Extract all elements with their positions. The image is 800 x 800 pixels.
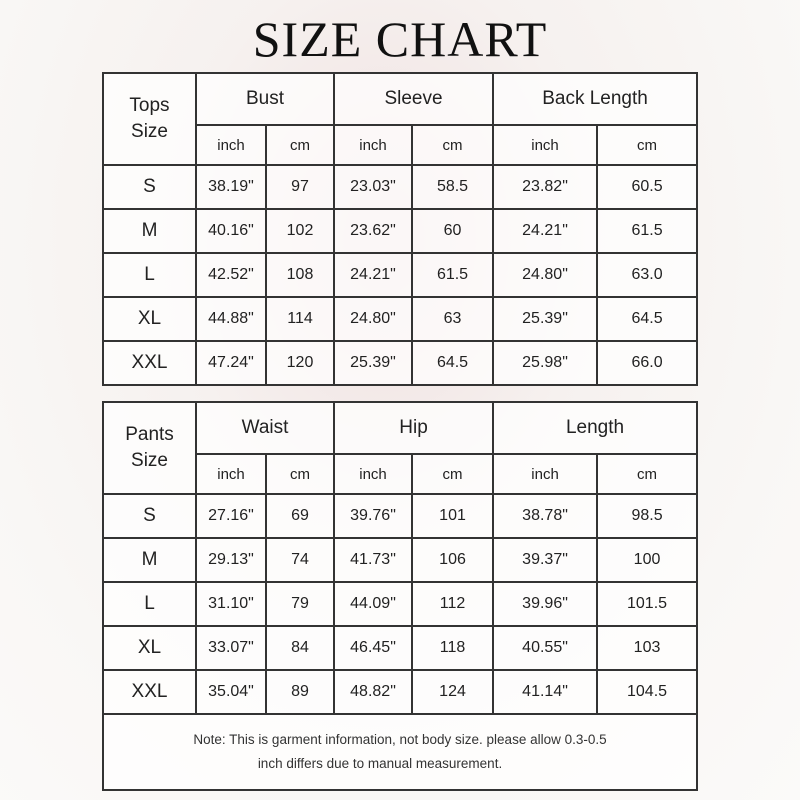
size-label: XXL — [103, 341, 196, 385]
measurement-cell: 61.5 — [412, 253, 493, 297]
measurement-cell: 27.16" — [196, 494, 266, 538]
measurement-cell: 39.96" — [493, 582, 597, 626]
measurement-cell: 23.62" — [334, 209, 412, 253]
measurement-cell: 24.21" — [493, 209, 597, 253]
measurement-cell: 114 — [266, 297, 334, 341]
measurement-cell: 60 — [412, 209, 493, 253]
measurement-cell: 40.16" — [196, 209, 266, 253]
table-row — [103, 209, 697, 253]
measurement-group-header: Bust — [196, 73, 334, 125]
pants-size-table — [102, 401, 698, 791]
group-header-row — [103, 73, 697, 125]
measurement-cell: 31.10" — [196, 582, 266, 626]
size-label: M — [103, 538, 196, 582]
measurement-cell: 84 — [266, 626, 334, 670]
measurement-cell: 63.0 — [597, 253, 697, 297]
measurement-cell: 98.5 — [597, 494, 697, 538]
measurement-cell: 48.82" — [334, 670, 412, 714]
measurement-cell: 42.52" — [196, 253, 266, 297]
measurement-cell: 58.5 — [412, 165, 493, 209]
measurement-cell: 60.5 — [597, 165, 697, 209]
table-row — [103, 582, 697, 626]
unit-header: inch — [334, 125, 412, 165]
unit-header: cm — [412, 125, 493, 165]
measurement-cell: 35.04" — [196, 670, 266, 714]
size-label: S — [103, 165, 196, 209]
measurement-cell: 40.55" — [493, 626, 597, 670]
table-row — [103, 297, 697, 341]
table-row — [103, 538, 697, 582]
table-row — [103, 494, 697, 538]
measurement-cell: 46.45" — [334, 626, 412, 670]
unit-header: cm — [597, 125, 697, 165]
measurement-group-header: Waist — [196, 402, 334, 454]
size-label: M — [103, 209, 196, 253]
note-row — [103, 714, 697, 790]
size-header-line: Size — [131, 450, 168, 471]
size-header-line: Size — [131, 121, 168, 142]
measurement-cell: 101 — [412, 494, 493, 538]
measurement-cell: 112 — [412, 582, 493, 626]
table-row — [103, 670, 697, 714]
table-row — [103, 626, 697, 670]
measurement-cell: 41.73" — [334, 538, 412, 582]
measurement-cell: 44.09" — [334, 582, 412, 626]
tops-size-table — [102, 72, 698, 386]
measurement-cell: 39.37" — [493, 538, 597, 582]
measurement-cell: 25.98" — [493, 341, 597, 385]
unit-header: cm — [266, 125, 334, 165]
measurement-cell: 61.5 — [597, 209, 697, 253]
size-label: S — [103, 494, 196, 538]
measurement-cell: 102 — [266, 209, 334, 253]
measurement-group-header: Hip — [334, 402, 493, 454]
size-label: XXL — [103, 670, 196, 714]
measurement-cell: 124 — [412, 670, 493, 714]
note-line: inch differs due to manual measurement. — [257, 756, 503, 771]
group-header-row — [103, 402, 697, 454]
size-header-line: Tops — [129, 95, 170, 116]
measurement-cell: 101.5 — [597, 582, 697, 626]
measurement-cell: 39.76" — [334, 494, 412, 538]
size-label: XL — [103, 626, 196, 670]
measurement-cell: 108 — [266, 253, 334, 297]
measurement-cell: 118 — [412, 626, 493, 670]
measurement-cell: 89 — [266, 670, 334, 714]
unit-header: cm — [597, 454, 697, 494]
table-row — [103, 165, 697, 209]
size-header-line: Pants — [125, 424, 174, 445]
measurement-cell: 47.24" — [196, 341, 266, 385]
measurement-cell: 104.5 — [597, 670, 697, 714]
unit-header: inch — [493, 454, 597, 494]
unit-header: inch — [196, 125, 266, 165]
unit-header: inch — [334, 454, 412, 494]
measurement-cell: 106 — [412, 538, 493, 582]
measurement-cell: 24.80" — [334, 297, 412, 341]
measurement-cell: 38.19" — [196, 165, 266, 209]
measurement-cell: 41.14" — [493, 670, 597, 714]
measurement-cell: 24.80" — [493, 253, 597, 297]
measurement-cell: 44.88" — [196, 297, 266, 341]
unit-header: cm — [266, 454, 334, 494]
measurement-cell: 25.39" — [334, 341, 412, 385]
measurement-cell: 38.78" — [493, 494, 597, 538]
measurement-cell: 120 — [266, 341, 334, 385]
note — [103, 714, 697, 790]
note-line: Note: This is garment information, not body size. please allow 0.3-0.5 — [193, 732, 607, 747]
measurement-group-header: Back Length — [493, 73, 697, 125]
table-row — [103, 341, 697, 385]
measurement-cell: 25.39" — [493, 297, 597, 341]
measurement-group-header: Sleeve — [334, 73, 493, 125]
unit-header: inch — [196, 454, 266, 494]
measurement-cell: 63 — [412, 297, 493, 341]
page-title: SIZE CHART — [252, 11, 548, 67]
size-header — [103, 73, 196, 165]
table-row — [103, 253, 697, 297]
measurement-cell: 74 — [266, 538, 334, 582]
unit-header: inch — [493, 125, 597, 165]
measurement-cell: 97 — [266, 165, 334, 209]
measurement-cell: 100 — [597, 538, 697, 582]
size-label: L — [103, 582, 196, 626]
measurement-cell: 29.13" — [196, 538, 266, 582]
measurement-cell: 23.03" — [334, 165, 412, 209]
measurement-cell: 24.21" — [334, 253, 412, 297]
measurement-cell: 33.07" — [196, 626, 266, 670]
measurement-cell: 69 — [266, 494, 334, 538]
measurement-cell: 79 — [266, 582, 334, 626]
measurement-cell: 64.5 — [412, 341, 493, 385]
size-label: L — [103, 253, 196, 297]
measurement-cell: 103 — [597, 626, 697, 670]
size-label: XL — [103, 297, 196, 341]
measurement-cell: 66.0 — [597, 341, 697, 385]
unit-header: cm — [412, 454, 493, 494]
measurement-cell: 64.5 — [597, 297, 697, 341]
measurement-cell: 23.82" — [493, 165, 597, 209]
measurement-group-header: Length — [493, 402, 697, 454]
size-header — [103, 402, 196, 494]
